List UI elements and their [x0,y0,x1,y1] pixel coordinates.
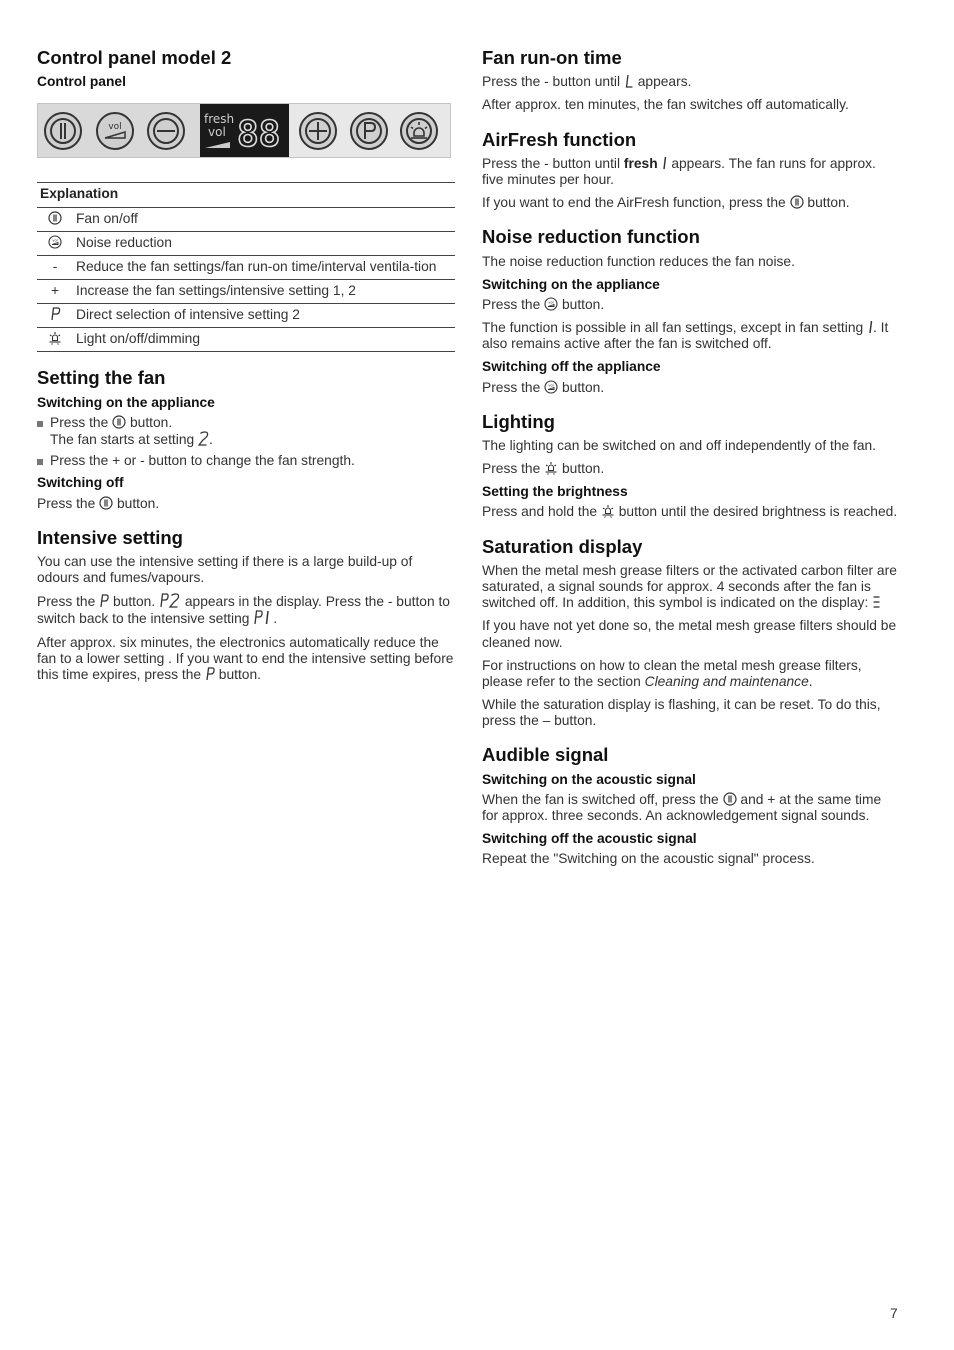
saturation-icon [872,595,881,609]
page-number: 7 [890,1306,898,1321]
table-row: + Increase the fan settings/intensive setting 1, 2 [37,280,455,304]
minus-symbol: - [37,255,73,279]
setting-the-fan-section: Setting the fan Switching on the appliance Press the button. The fan starts at setting . Press the + or - button to change the fan strength. Switching off Press the button. [37,368,455,511]
subsection-title: Switching on the appliance [37,394,215,410]
plus-symbol: + [37,280,73,304]
subsection-title: Switching on the appliance [482,276,660,292]
subsection-title: Switching on the acoustic signal [482,771,696,787]
plus-button-icon [299,112,337,150]
intensive-setting-section: Intensive setting You can use the intensive setting if there is a large build-up of odours and fumes/vapours. Press the button. appears in the display. Press the - button to switch back to the intensive setting . After approx. six minutes, the electronics automatically reduce the fan to a lower setting . If you want to end the intensive setting before this time expires, press the button. [37,526,454,682]
table-row: Direct selection of intensive setting 2 [37,304,455,328]
explanation-table [37,182,455,352]
power-button-icon [44,112,82,150]
fan-run-on-section: Fan run-on time Press the - button until appears. After approx. ten minutes, the fan switches off automatically. [482,48,900,114]
light-icon [601,504,615,518]
p-icon [99,594,109,608]
p-icon [205,667,215,681]
noise-reduction-icon [544,380,558,394]
subsection-title: Switching off the acoustic signal [482,831,697,846]
list-item: Press the + or - button to change the fan strength. [37,453,455,469]
noise-reduction-button-icon [96,112,134,150]
power-icon [723,792,737,806]
right-column [482,48,900,874]
display-digits: 88 [237,114,281,156]
panel-label: Control panel [37,74,126,90]
setting-1-icon [661,156,667,170]
power-icon [112,415,126,429]
noise-reduction-section: Noise reduction function The noise reduction function reduces the fan noise. Switching on the appliance Press the button. The function is possible in all fan settings, except in fan setting . It also remains active after the fan is switched off. Switching off the appliance Press the button. [482,227,900,395]
fresh-label: fresh [623,155,658,171]
display-vol-label: vol [208,125,226,140]
explanation-header: Explanation [37,183,455,207]
left-column [37,48,455,690]
section-title: Intensive setting [37,526,183,548]
display-fresh-label: fresh [204,112,235,127]
list-item: Press the button. The fan starts at setting . [37,415,455,448]
subsection-title: Switching off the appliance [482,359,661,375]
section-title: Setting the fan [37,367,166,389]
minus-button-icon [147,112,185,150]
vol-label: vol [108,122,122,133]
subsection-title: Switching off [37,475,124,491]
section-title: AirFresh function [482,128,637,150]
section-title: Fan run-on time [482,47,622,68]
power-icon [99,496,113,510]
p1-display-icon [253,610,273,625]
noise-reduction-icon [544,297,558,311]
light-button-icon [400,112,438,150]
control-panel-illustration [37,103,451,158]
section-title: Saturation display [482,535,643,557]
table-row: Noise reduction [37,231,455,255]
p-icon [49,307,61,321]
run-on-icon [624,74,634,88]
display-icon [200,104,289,157]
saturation-section: Saturation display When the metal mesh grease filters or the activated carbon filter are saturated, a signal sounds for approx. 4 seconds after the fan is switched off. In addition, this symbol is indicated on the display: If you have not yet done so, the metal mesh grease filters should be cleaned now. For instructions on how to clean the metal mesh grease filters, please refer to the section Cleaning and maintenance. While the saturation display is flashing, it can be reset. To do this, press the – button. [482,537,900,730]
p2-display-icon [159,593,181,608]
power-icon [48,211,62,225]
power-icon [790,195,804,209]
audible-signal-section: Audible signal Switching on the acoustic signal When the fan is switched off, press the and + at the same time for approx. three seconds. An acknowledgement signal sounds. Switching off the acoustic signal Repeat the "Switching on the acoustic signal" process. [482,745,900,867]
light-icon [48,331,62,345]
light-icon [544,461,558,475]
table-row: - Reduce the fan settings/fan run-on time/interval ventila-tion [37,255,455,279]
noise-reduction-icon [48,235,62,249]
section-title: Audible signal [482,744,609,766]
model-title: Control panel model 2 [37,47,232,68]
table-row: Light on/off/dimming [37,328,455,352]
airfresh-section: AirFresh function Press the - button until fresh appears. The fan runs for approx. five minutes per hour. If you want to end the AirFresh function, press the button. [482,130,900,212]
section-title: Lighting [482,410,555,432]
lighting-section: Lighting The lighting can be switched on and off independently of the fan. Press the button. Setting the brightness Press and hold the button until the desired brightness is reached. [482,412,900,521]
table-row: Fan on/off [37,207,455,231]
bullet-list [37,415,455,469]
p-button-icon [350,112,388,150]
subsection-title: Setting the brightness [482,484,628,500]
setting-2-icon [198,431,209,446]
section-title: Noise reduction function [482,226,700,248]
